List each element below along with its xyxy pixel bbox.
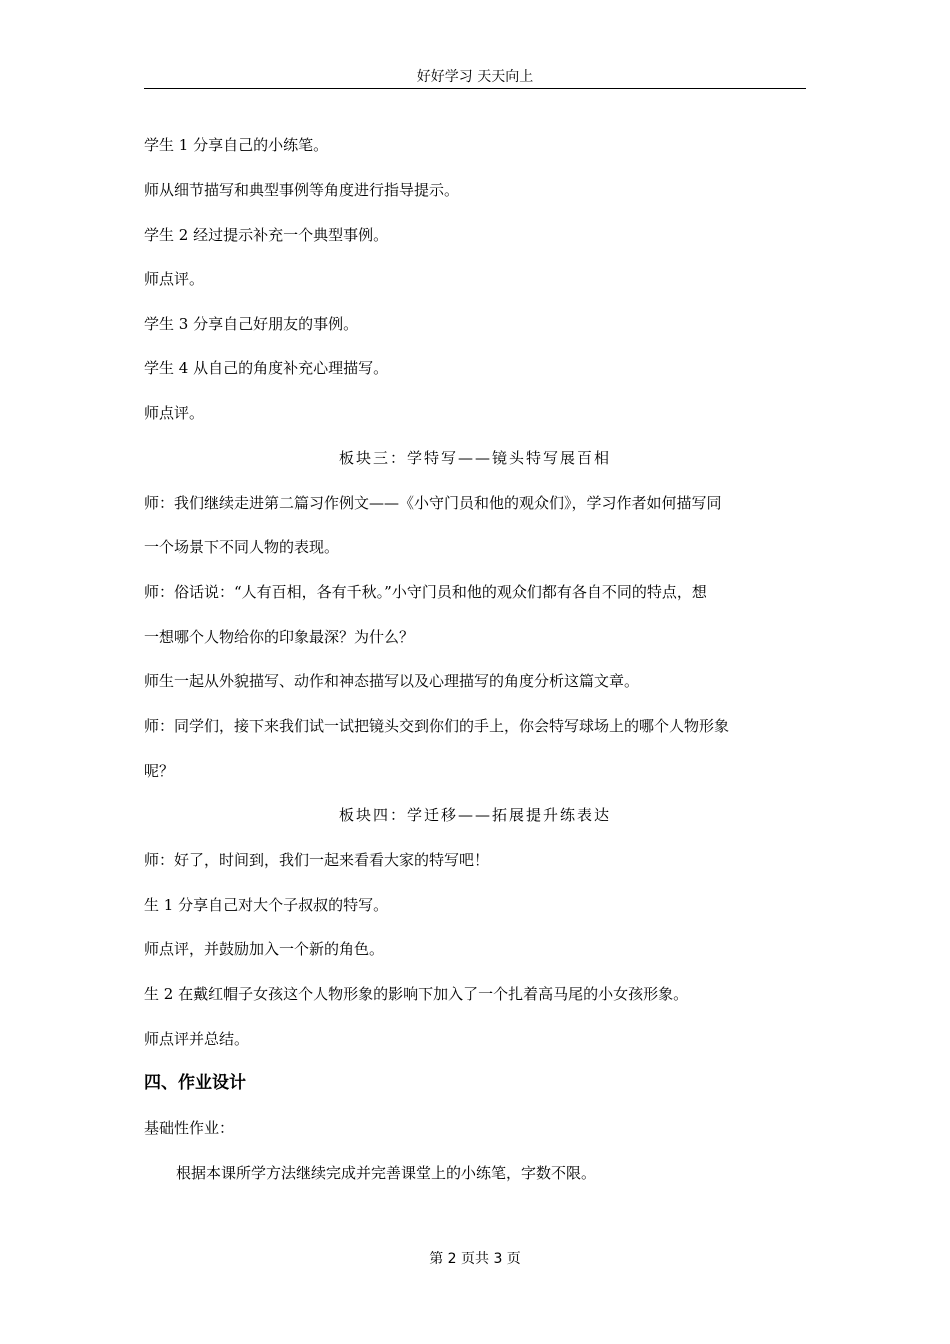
paragraph: 一想哪个人物给你的印象最深？为什么？ (144, 628, 415, 646)
paragraph: 生 1 分享自己对大个子叔叔的特写。 (144, 896, 389, 914)
paragraph: 学生 4 从自己的角度补充心理描写。 (144, 359, 389, 377)
paragraph: 师：同学们，接下来我们试一试把镜头交到你们的手上，你会特写球场上的哪个人物形象 (144, 717, 730, 735)
paragraph: 师点评。 (144, 404, 205, 422)
section-heading-block4: 板块四：学迁移——拓展提升练表达 (338, 806, 611, 824)
paragraph: 师从细节描写和典型事例等角度进行指导提示。 (144, 181, 460, 199)
paragraph: 师生一起从外貌描写、动作和神态描写以及心理描写的角度分析这篇文章。 (144, 672, 640, 690)
paragraph: 学生 1 分享自己的小练笔。 (144, 136, 329, 154)
homework-text: 根据本课所学方法继续完成并完善课堂上的小练笔，字数不限。 (176, 1164, 597, 1182)
paragraph: 师点评。 (144, 270, 205, 288)
page-number: 第 2 页共 3 页 (429, 1251, 521, 1267)
paragraph: 师：我们继续走进第二篇习作例文——《小守门员和他的观众们》，学习作者如何描写同 (144, 494, 722, 512)
section-title-homework: 四、作业设计 (144, 1073, 246, 1093)
paragraph: 学生 2 经过提示补充一个典型事例。 (144, 226, 389, 244)
paragraph: 师：俗话说：“人有百相，各有千秋。”小守门员和他的观众们都有各自不同的特点，想 (144, 583, 707, 601)
paragraph: 师点评并总结。 (144, 1030, 250, 1048)
paragraph: 学生 3 分享自己好朋友的事例。 (144, 315, 359, 333)
paragraph: 呢？ (144, 762, 175, 780)
page-header: 好好学习 天天向上 (416, 69, 534, 85)
paragraph: 生 2 在戴红帽子女孩这个人物形象的影响下加入了一个扎着高马尾的小女孩形象。 (144, 985, 689, 1003)
paragraph: 师点评，并鼓励加入一个新的角色。 (144, 940, 385, 958)
homework-label: 基础性作业： (144, 1119, 235, 1137)
section-heading-block3: 板块三：学特写——镜头特写展百相 (338, 449, 611, 467)
paragraph: 师：好了，时间到，我们一起来看看大家的特写吧！ (144, 851, 490, 869)
header-divider (144, 88, 806, 89)
paragraph: 一个场景下不同人物的表现。 (144, 538, 340, 556)
